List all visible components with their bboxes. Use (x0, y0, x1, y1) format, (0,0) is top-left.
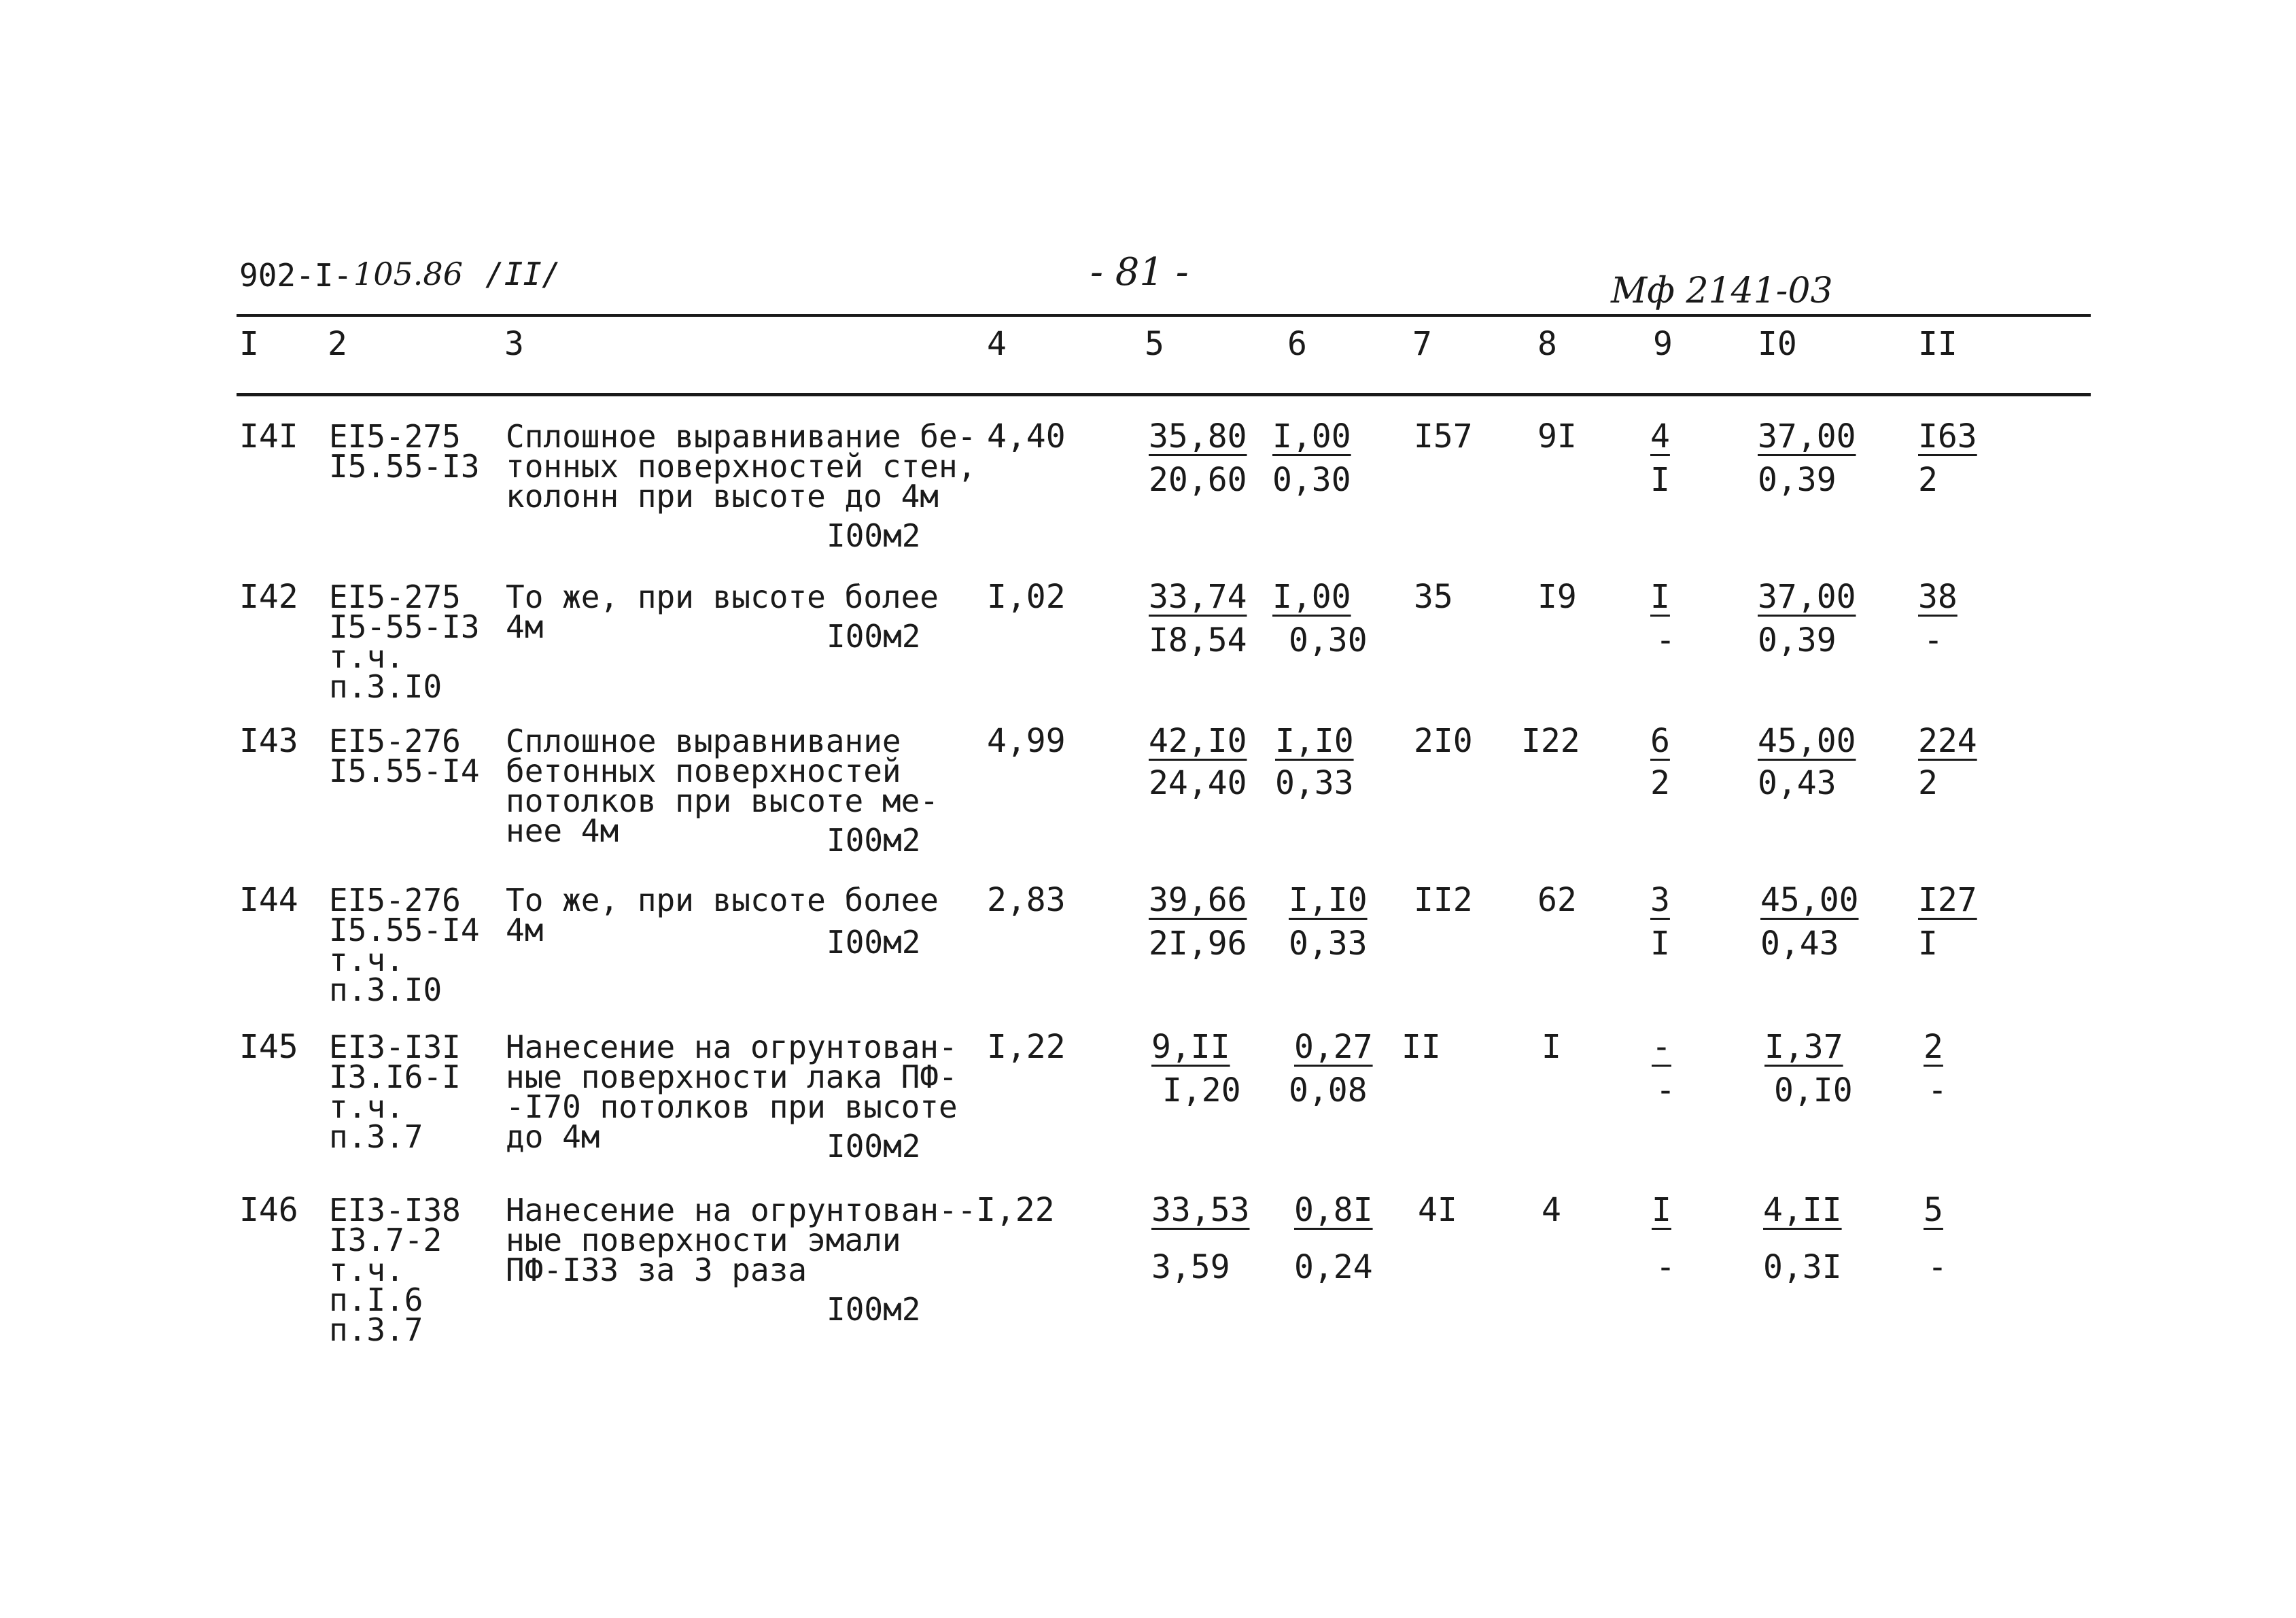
doc-code-printed: 902-I- (239, 257, 353, 294)
row-description: Нанесение на огрунтован- ные поверхности лака ПФ- -I70 потолков при высоте до 4м (506, 1029, 958, 1155)
row-col5-top: 42,I0 (1149, 722, 1247, 760)
row-col4: 2,83 (987, 881, 1066, 919)
col-header-10: I0 (1758, 325, 1797, 363)
row-number: I4I (239, 417, 298, 455)
row-code: EI5-276 I5.55-I4 (329, 723, 480, 789)
row-col5-bottom: 2I,96 (1149, 925, 1247, 963)
row-col10-bottom: 0,43 (1758, 764, 1837, 802)
row-col9-top: I (1652, 1191, 1671, 1229)
row-unit: I00м2 (827, 1291, 921, 1328)
row-col5-bottom: 24,40 (1149, 764, 1247, 802)
row-col11-bottom: - (1924, 621, 1943, 659)
row-col7: II2 (1414, 881, 1473, 919)
top-rule (237, 314, 2091, 317)
row-col4: 4,99 (987, 722, 1066, 760)
row-col11-bottom: - (1928, 1248, 1947, 1286)
row-col11-top: 38 (1918, 578, 1958, 616)
row-col9-bottom: I (1650, 461, 1670, 499)
row-col5-top: 35,80 (1149, 417, 1247, 455)
row-col8: 62 (1537, 881, 1577, 919)
row-col9-bottom: - (1656, 1248, 1675, 1286)
col-header-8: 8 (1537, 325, 1557, 363)
col-header-1: I (239, 325, 259, 363)
col-header-6: 6 (1287, 325, 1307, 363)
row-col10-bottom: 0,39 (1758, 461, 1837, 499)
row-description: Нанесение на огрунтован-- ные поверхности эмали ПФ-I33 за 3 раза (506, 1192, 977, 1288)
row-col8: 9I (1537, 417, 1577, 455)
row-col9-bottom: - (1656, 621, 1675, 659)
row-col5-bottom: I,20 (1162, 1071, 1241, 1109)
row-col4: I,22 (987, 1028, 1066, 1066)
row-col11-bottom: I (1918, 925, 1938, 963)
col-header-5: 5 (1145, 325, 1164, 363)
row-code: EI5-276 I5.55-I4 т.ч. п.3.I0 (329, 882, 480, 1008)
sheet-part: /II/ (485, 256, 561, 292)
row-col11-bottom: 2 (1918, 764, 1938, 802)
row-code: EI3-I3I I3.I6-I т.ч. п.3.7 (329, 1029, 461, 1155)
row-col10-top: 45,00 (1760, 881, 1859, 919)
row-col6-bottom: 0,30 (1272, 461, 1351, 499)
row-col10-top: 45,00 (1758, 722, 1856, 760)
row-col8: I (1542, 1028, 1561, 1066)
row-col6-top: I,00 (1272, 417, 1351, 455)
row-col10-bottom: 0,43 (1760, 925, 1839, 963)
row-col6-top: 0,8I (1294, 1191, 1373, 1229)
row-number: I46 (239, 1191, 298, 1229)
row-col6-bottom: 0,08 (1289, 1071, 1368, 1109)
row-number: I45 (239, 1028, 298, 1066)
row-unit: I00м2 (827, 517, 921, 554)
row-col5-bottom: 3,59 (1151, 1248, 1230, 1286)
row-col6-bottom: 0,30 (1289, 621, 1368, 659)
col-header-3: 3 (504, 325, 524, 363)
row-col7: 2I0 (1414, 722, 1473, 760)
row-col6-top: I,I0 (1275, 722, 1354, 760)
row-unit: I00м2 (827, 1128, 921, 1165)
row-col10-top: 4,II (1763, 1191, 1842, 1229)
row-col11-bottom: 2 (1918, 461, 1938, 499)
header-rule (237, 393, 2091, 396)
row-col9-bottom: - (1656, 1071, 1675, 1109)
row-col10-bottom: 0,3I (1763, 1248, 1842, 1286)
row-code: EI5-275 I5.55-I3 (329, 418, 480, 485)
row-description: Сплошное выравнивание бетонных поверхностей потолков при высоте ме- нее 4м (506, 723, 939, 849)
row-col4: I,22 (976, 1191, 1055, 1229)
row-col8: 4 (1542, 1191, 1561, 1229)
row-number: I42 (239, 578, 298, 616)
row-description: То же, при высоте более 4м (506, 579, 939, 645)
row-col5-top: 9,II (1151, 1028, 1230, 1066)
row-col9-bottom: I (1650, 925, 1670, 963)
row-col11-top: 224 (1918, 722, 1977, 760)
row-col4: I,02 (987, 578, 1066, 616)
col-header-11: II (1918, 325, 1958, 363)
col-header-4: 4 (987, 325, 1007, 363)
row-col5-top: 39,66 (1149, 881, 1247, 919)
archive-code: Мф 2141-03 (1611, 271, 1833, 311)
doc-code-handwritten: 105.86 (353, 256, 463, 292)
row-col6-bottom: 0,33 (1275, 764, 1354, 802)
row-number: I43 (239, 722, 298, 760)
row-col11-top: I63 (1918, 417, 1977, 455)
col-header-7: 7 (1412, 325, 1432, 363)
row-description: Сплошное выравнивание бе- тонных поверхностей стен, колонн при высоте до 4м (506, 418, 977, 515)
row-col9-top: I (1650, 578, 1670, 616)
row-col10-top: 37,00 (1758, 417, 1856, 455)
page-number: - 81 - (1090, 250, 1189, 294)
row-col6-bottom: 0,33 (1289, 925, 1368, 963)
row-col6-top: I,00 (1272, 578, 1351, 616)
row-col6-bottom: 0,24 (1294, 1248, 1373, 1286)
row-col4: 4,40 (987, 417, 1066, 455)
row-col9-top: 4 (1650, 417, 1670, 455)
row-col8: I22 (1521, 722, 1580, 760)
row-col9-top: 3 (1650, 881, 1670, 919)
col-header-9: 9 (1653, 325, 1673, 363)
row-col11-bottom: - (1928, 1071, 1947, 1109)
row-code: EI3-I38 I3.7-2 т.ч. п.I.6 п.3.7 (329, 1192, 461, 1348)
row-col11-top: I27 (1918, 881, 1977, 919)
row-col9-top: - (1652, 1028, 1671, 1066)
row-unit: I00м2 (827, 924, 921, 961)
row-col5-top: 33,53 (1151, 1191, 1250, 1229)
row-col7: 4I (1418, 1191, 1457, 1229)
row-col7: 35 (1414, 578, 1453, 616)
row-col7: II (1402, 1028, 1441, 1066)
row-col11-top: 2 (1924, 1028, 1943, 1066)
row-col9-top: 6 (1650, 722, 1670, 760)
row-col5-bottom: I8,54 (1149, 621, 1247, 659)
row-col10-top: I,37 (1764, 1028, 1843, 1066)
row-col10-top: 37,00 (1758, 578, 1856, 616)
col-header-2: 2 (328, 325, 347, 363)
row-unit: I00м2 (827, 822, 921, 859)
row-unit: I00м2 (827, 618, 921, 655)
row-col8: I9 (1537, 578, 1577, 616)
row-col5-top: 33,74 (1149, 578, 1247, 616)
row-number: I44 (239, 881, 298, 919)
row-code: EI5-275 I5-55-I3 т.ч. п.3.I0 (329, 579, 480, 705)
row-col6-top: I,I0 (1289, 881, 1368, 919)
row-col6-top: 0,27 (1294, 1028, 1373, 1066)
row-col5-bottom: 20,60 (1149, 461, 1247, 499)
row-col10-bottom: 0,I0 (1774, 1071, 1853, 1109)
row-col11-top: 5 (1924, 1191, 1943, 1229)
row-col9-bottom: 2 (1650, 764, 1670, 802)
row-description: То же, при высоте более 4м (506, 882, 939, 948)
row-col10-bottom: 0,39 (1758, 621, 1837, 659)
row-col7: I57 (1414, 417, 1473, 455)
